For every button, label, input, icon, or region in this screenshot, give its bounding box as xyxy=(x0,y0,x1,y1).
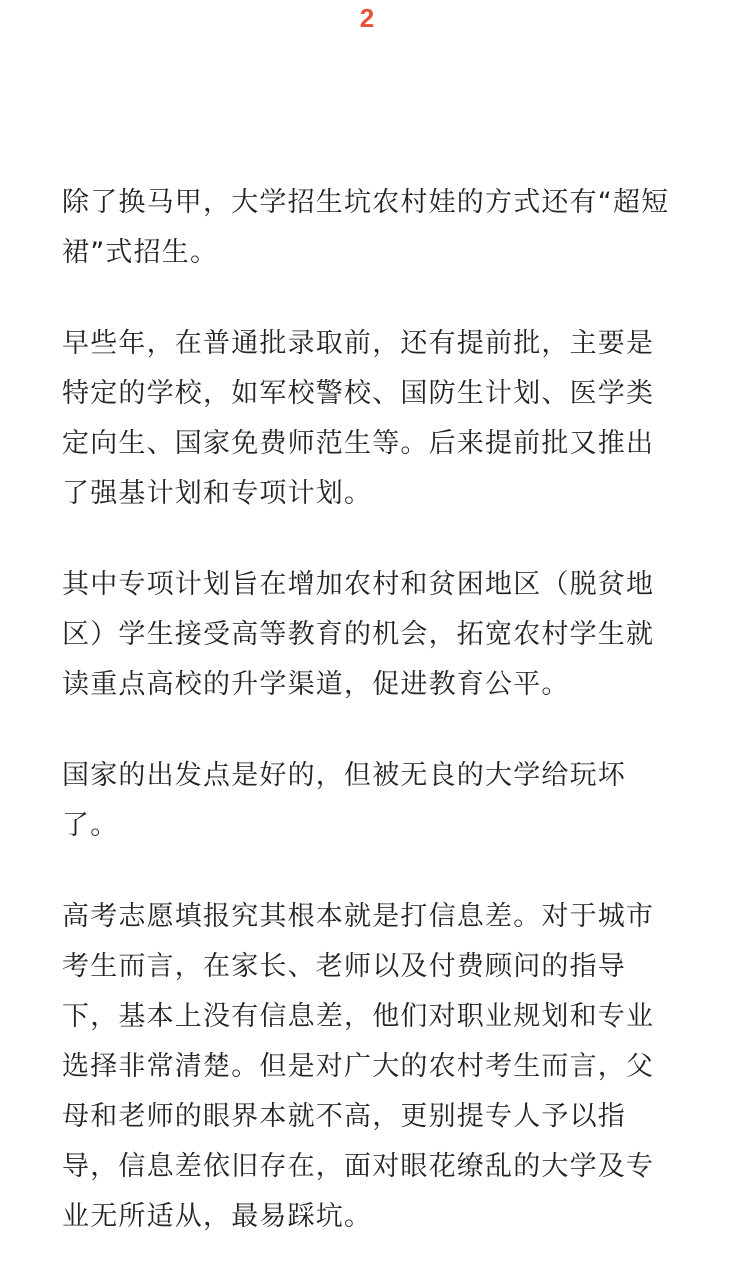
paragraph: 国家的出发点是好的，但被无良的大学给玩坏了。 xyxy=(62,760,626,841)
section-number: 2 xyxy=(359,3,375,33)
paragraph: 早些年，在普通批录取前，还有提前批，主要是特定的学校，如军校警校、国防生计划、医学类定向生、国家免费师范生等。后来提前批又推出了强基计划和专项计划。 xyxy=(62,328,655,509)
paragraph: 高考志愿填报究其根本就是打信息差。对于城市考生而言，在家长、老师以及付费顾问的指导下，基本上没有信息差，他们对职业规划和专业选择非常清楚。但是对广大的农村考生而言，父母和老师的眼界本就不高，更别提专人予以指导，信息差依旧存在，面对眼花缭乱的大学及专业无所适从，最易踩坑。 xyxy=(62,901,655,1232)
article-body xyxy=(62,178,682,1283)
paragraph: 除了换马甲，大学招生坑农村娃的方式还有“超短裙”式招生。 xyxy=(62,187,670,268)
paragraph: 其中专项计划旨在增加农村和贫困地区（脱贫地区）学生接受高等教育的机会，拓宽农村学生就读重点高校的升学渠道，促进教育公平。 xyxy=(62,569,655,700)
